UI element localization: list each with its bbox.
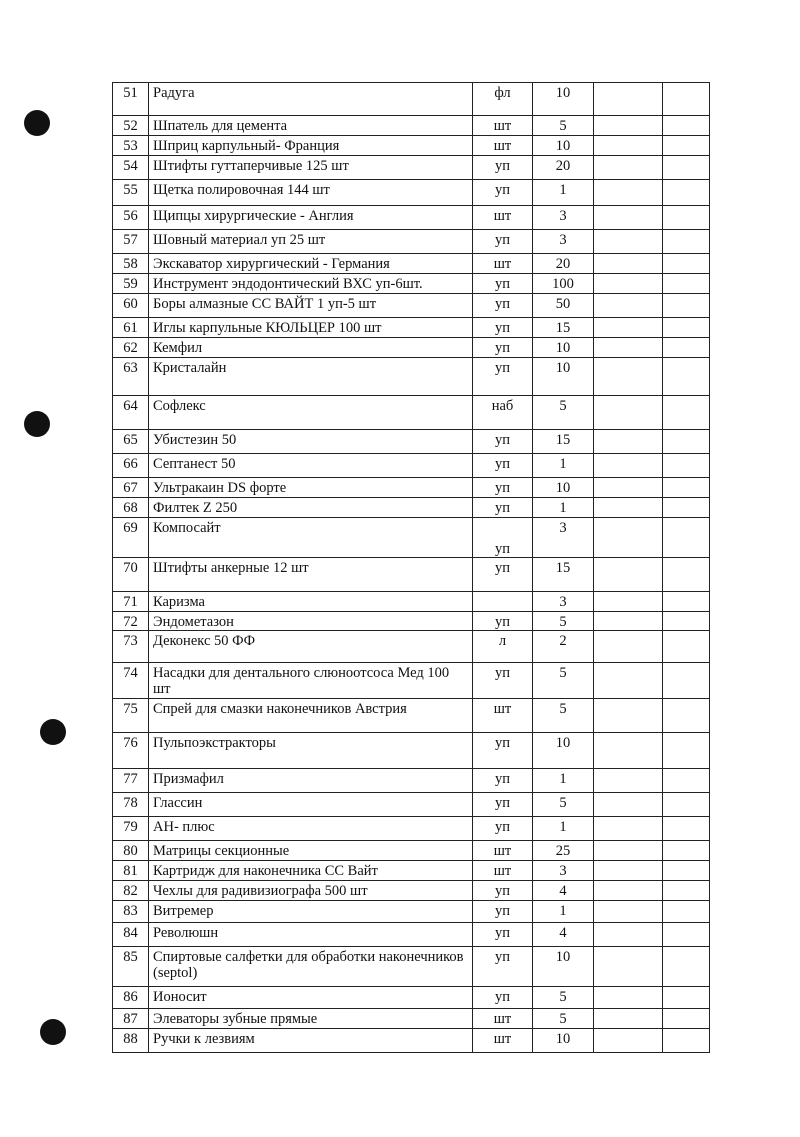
item-name: Ручки к лезвиям [149, 1029, 473, 1053]
unit-cell: уп [473, 478, 533, 498]
row-number: 69 [113, 518, 149, 558]
empty-cell [594, 274, 663, 294]
item-name: АН- плюс [149, 817, 473, 841]
quantity-cell: 2 [533, 631, 594, 663]
empty-cell [594, 923, 663, 947]
table-row [113, 518, 710, 558]
empty-cell [594, 631, 663, 663]
empty-cell [663, 1009, 710, 1029]
row-number: 83 [113, 901, 149, 923]
row-number: 73 [113, 631, 149, 663]
item-name: Каризма [149, 592, 473, 612]
empty-cell [594, 396, 663, 430]
empty-cell [594, 793, 663, 817]
table-row [113, 733, 710, 769]
table-row [113, 1029, 710, 1053]
item-name: Эндометазон [149, 612, 473, 631]
item-name: Кемфил [149, 338, 473, 358]
item-name: Иглы карпульные КЮЛЬЦЕР 100 шт [149, 318, 473, 338]
item-name: Экскаватор хирургический - Германия [149, 254, 473, 274]
table-row [113, 498, 710, 518]
empty-cell [594, 156, 663, 180]
supplies-table-body [113, 83, 710, 1053]
punch-hole-1 [24, 110, 50, 136]
supplies-table [112, 82, 710, 1053]
item-name: Шприц карпульный- Франция [149, 136, 473, 156]
item-name: Призмафил [149, 769, 473, 793]
unit-cell: уп [473, 230, 533, 254]
empty-cell [663, 631, 710, 663]
item-name: Щетка полировочная 144 шт [149, 180, 473, 206]
empty-cell [594, 116, 663, 136]
table-row [113, 841, 710, 861]
table-row [113, 230, 710, 254]
empty-cell [594, 478, 663, 498]
item-name: Пульпоэкстракторы [149, 733, 473, 769]
empty-cell [663, 518, 710, 558]
item-name: Ионосит [149, 987, 473, 1009]
table-row [113, 663, 710, 699]
table-row [113, 793, 710, 817]
empty-cell [663, 987, 710, 1009]
empty-cell [594, 592, 663, 612]
empty-cell [663, 699, 710, 733]
row-number: 64 [113, 396, 149, 430]
empty-cell [594, 612, 663, 631]
unit-cell: уп [473, 274, 533, 294]
empty-cell [663, 358, 710, 396]
empty-cell [663, 733, 710, 769]
unit-cell: уп [473, 733, 533, 769]
quantity-cell: 3 [533, 861, 594, 881]
unit-cell: шт [473, 254, 533, 274]
empty-cell [594, 498, 663, 518]
empty-cell [594, 817, 663, 841]
empty-cell [594, 180, 663, 206]
row-number: 62 [113, 338, 149, 358]
empty-cell [594, 136, 663, 156]
row-number: 58 [113, 254, 149, 274]
unit-cell: уп [473, 430, 533, 454]
unit-cell: наб [473, 396, 533, 430]
item-name: Шпатель для цемента [149, 116, 473, 136]
unit-cell: шт [473, 841, 533, 861]
unit-cell: уп [473, 769, 533, 793]
empty-cell [663, 338, 710, 358]
table-row [113, 861, 710, 881]
empty-cell [663, 592, 710, 612]
row-number: 70 [113, 558, 149, 592]
item-name: Ультракаин DS форте [149, 478, 473, 498]
quantity-cell: 20 [533, 254, 594, 274]
item-name: Картридж для наконечника СС Вайт [149, 861, 473, 881]
empty-cell [594, 947, 663, 987]
unit-cell: уп [473, 338, 533, 358]
row-number: 88 [113, 1029, 149, 1053]
empty-cell [663, 254, 710, 274]
row-number: 61 [113, 318, 149, 338]
row-number: 60 [113, 294, 149, 318]
table-row [113, 881, 710, 901]
table-row [113, 454, 710, 478]
item-name: Насадки для дентального слюноотсоса Мед 100 шт [149, 663, 473, 699]
item-name: Революшн [149, 923, 473, 947]
table-row [113, 430, 710, 454]
row-number: 67 [113, 478, 149, 498]
unit-cell: уп [473, 318, 533, 338]
quantity-cell: 10 [533, 733, 594, 769]
unit-cell: фл [473, 83, 533, 116]
table-row [113, 294, 710, 318]
empty-cell [594, 338, 663, 358]
table-row [113, 358, 710, 396]
row-number: 82 [113, 881, 149, 901]
empty-cell [594, 230, 663, 254]
quantity-cell: 10 [533, 1029, 594, 1053]
empty-cell [594, 699, 663, 733]
empty-cell [663, 612, 710, 631]
unit-cell [473, 592, 533, 612]
item-name: Шовный материал уп 25 шт [149, 230, 473, 254]
table-row [113, 136, 710, 156]
row-number: 52 [113, 116, 149, 136]
table-row [113, 699, 710, 733]
item-name: Компосайт [149, 518, 473, 558]
empty-cell [663, 861, 710, 881]
item-name: Боры алмазные СС ВАЙТ 1 уп-5 шт [149, 294, 473, 318]
empty-cell [594, 518, 663, 558]
table-row [113, 631, 710, 663]
quantity-cell: 3 [533, 592, 594, 612]
item-name: Деконекс 50 ФФ [149, 631, 473, 663]
item-name: Септанест 50 [149, 454, 473, 478]
unit-cell: шт [473, 136, 533, 156]
row-number: 80 [113, 841, 149, 861]
quantity-cell: 5 [533, 987, 594, 1009]
quantity-cell: 15 [533, 430, 594, 454]
item-name: Щипцы хирургические - Англия [149, 206, 473, 230]
table-row [113, 318, 710, 338]
row-number: 84 [113, 923, 149, 947]
row-number: 54 [113, 156, 149, 180]
quantity-cell: 10 [533, 136, 594, 156]
unit-cell: уп [473, 663, 533, 699]
table-row [113, 83, 710, 116]
unit-cell: уп [473, 180, 533, 206]
table-row [113, 116, 710, 136]
table-row [113, 206, 710, 230]
row-number: 74 [113, 663, 149, 699]
unit-cell: шт [473, 861, 533, 881]
empty-cell [663, 901, 710, 923]
item-name: Кристалайн [149, 358, 473, 396]
quantity-cell: 5 [533, 396, 594, 430]
row-number: 63 [113, 358, 149, 396]
table-row [113, 478, 710, 498]
row-number: 77 [113, 769, 149, 793]
row-number: 72 [113, 612, 149, 631]
unit-cell: уп [473, 358, 533, 396]
table-row [113, 1009, 710, 1029]
unit-cell: шт [473, 116, 533, 136]
table-row [113, 769, 710, 793]
empty-cell [663, 923, 710, 947]
table-row [113, 156, 710, 180]
table-row [113, 338, 710, 358]
row-number: 53 [113, 136, 149, 156]
quantity-cell: 4 [533, 881, 594, 901]
quantity-cell: 4 [533, 923, 594, 947]
unit-cell: уп [473, 987, 533, 1009]
table-row [113, 923, 710, 947]
item-name: Матрицы секционные [149, 841, 473, 861]
table-row [113, 947, 710, 987]
table-row [113, 592, 710, 612]
empty-cell [663, 206, 710, 230]
quantity-cell: 50 [533, 294, 594, 318]
unit-cell: уп [473, 498, 533, 518]
unit-cell: уп [473, 793, 533, 817]
quantity-cell: 3 [533, 518, 594, 558]
row-number: 56 [113, 206, 149, 230]
row-number: 71 [113, 592, 149, 612]
item-name: Радуга [149, 83, 473, 116]
empty-cell [663, 230, 710, 254]
unit-cell: уп [473, 612, 533, 631]
empty-cell [663, 430, 710, 454]
quantity-cell: 10 [533, 338, 594, 358]
empty-cell [594, 1029, 663, 1053]
quantity-cell: 25 [533, 841, 594, 861]
empty-cell [663, 156, 710, 180]
unit-cell: уп [473, 454, 533, 478]
unit-cell: шт [473, 699, 533, 733]
unit-cell: уп [473, 947, 533, 987]
empty-cell [594, 733, 663, 769]
table-row [113, 396, 710, 430]
row-number: 66 [113, 454, 149, 478]
quantity-cell: 100 [533, 274, 594, 294]
table-row [113, 274, 710, 294]
unit-cell: уп [473, 294, 533, 318]
empty-cell [594, 558, 663, 592]
unit-cell: уп [473, 901, 533, 923]
row-number: 76 [113, 733, 149, 769]
table-row [113, 180, 710, 206]
empty-cell [663, 274, 710, 294]
quantity-cell: 5 [533, 663, 594, 699]
row-number: 65 [113, 430, 149, 454]
unit-cell: л [473, 631, 533, 663]
item-name: Штифты гуттаперчивые 125 шт [149, 156, 473, 180]
unit-cell: шт [473, 1029, 533, 1053]
empty-cell [594, 254, 663, 274]
punch-hole-2 [24, 411, 50, 437]
empty-cell [594, 1009, 663, 1029]
table-row [113, 558, 710, 592]
empty-cell [594, 861, 663, 881]
row-number: 78 [113, 793, 149, 817]
quantity-cell: 1 [533, 901, 594, 923]
empty-cell [663, 454, 710, 478]
table-row [113, 612, 710, 631]
row-number: 51 [113, 83, 149, 116]
quantity-cell: 1 [533, 817, 594, 841]
quantity-cell: 5 [533, 1009, 594, 1029]
empty-cell [594, 294, 663, 318]
empty-cell [663, 769, 710, 793]
empty-cell [594, 358, 663, 396]
quantity-cell: 1 [533, 454, 594, 478]
item-name: Спиртовые салфетки для обработки наконечников (septol) [149, 947, 473, 987]
quantity-cell: 3 [533, 230, 594, 254]
quantity-cell: 20 [533, 156, 594, 180]
quantity-cell: 15 [533, 558, 594, 592]
item-name: Спрей для смазки наконечников Австрия [149, 699, 473, 733]
quantity-cell: 10 [533, 358, 594, 396]
empty-cell [663, 498, 710, 518]
empty-cell [663, 294, 710, 318]
empty-cell [663, 817, 710, 841]
item-name: Чехлы для радивизиографа 500 шт [149, 881, 473, 901]
item-name: Инструмент эндодонтический ВХС уп-6шт. [149, 274, 473, 294]
empty-cell [663, 396, 710, 430]
quantity-cell: 5 [533, 699, 594, 733]
unit-cell: уп [473, 156, 533, 180]
unit-cell: уп [473, 923, 533, 947]
quantity-cell: 15 [533, 318, 594, 338]
empty-cell [594, 881, 663, 901]
quantity-cell: 1 [533, 498, 594, 518]
empty-cell [663, 558, 710, 592]
empty-cell [594, 454, 663, 478]
punch-hole-4 [40, 1019, 66, 1045]
empty-cell [594, 206, 663, 230]
quantity-cell: 5 [533, 116, 594, 136]
item-name: Убистезин 50 [149, 430, 473, 454]
empty-cell [663, 318, 710, 338]
row-number: 87 [113, 1009, 149, 1029]
row-number: 75 [113, 699, 149, 733]
table-row [113, 817, 710, 841]
empty-cell [594, 769, 663, 793]
empty-cell [594, 430, 663, 454]
row-number: 86 [113, 987, 149, 1009]
empty-cell [594, 83, 663, 116]
table-row [113, 987, 710, 1009]
empty-cell [663, 881, 710, 901]
quantity-cell: 10 [533, 478, 594, 498]
empty-cell [594, 987, 663, 1009]
unit-cell: шт [473, 206, 533, 230]
row-number: 55 [113, 180, 149, 206]
quantity-cell: 5 [533, 612, 594, 631]
empty-cell [663, 841, 710, 861]
unit-cell: уп [473, 817, 533, 841]
empty-cell [663, 180, 710, 206]
empty-cell [663, 947, 710, 987]
unit-cell: уп [473, 518, 533, 558]
item-name: Филтек Z 250 [149, 498, 473, 518]
empty-cell [663, 478, 710, 498]
unit-cell: уп [473, 881, 533, 901]
row-number: 81 [113, 861, 149, 881]
empty-cell [663, 1029, 710, 1053]
unit-cell: шт [473, 1009, 533, 1029]
table-row [113, 254, 710, 274]
empty-cell [663, 136, 710, 156]
item-name: Штифты анкерные 12 шт [149, 558, 473, 592]
item-name: Элеваторы зубные прямые [149, 1009, 473, 1029]
empty-cell [663, 116, 710, 136]
row-number: 85 [113, 947, 149, 987]
row-number: 57 [113, 230, 149, 254]
empty-cell [594, 901, 663, 923]
table-row [113, 901, 710, 923]
punch-hole-3 [40, 719, 66, 745]
row-number: 68 [113, 498, 149, 518]
quantity-cell: 5 [533, 793, 594, 817]
quantity-cell: 10 [533, 83, 594, 116]
row-number: 79 [113, 817, 149, 841]
item-name: Глассин [149, 793, 473, 817]
quantity-cell: 10 [533, 947, 594, 987]
quantity-cell: 1 [533, 180, 594, 206]
row-number: 59 [113, 274, 149, 294]
item-name: Витремер [149, 901, 473, 923]
quantity-cell: 1 [533, 769, 594, 793]
quantity-cell: 3 [533, 206, 594, 230]
empty-cell [663, 83, 710, 116]
unit-cell: уп [473, 558, 533, 592]
empty-cell [594, 318, 663, 338]
empty-cell [594, 663, 663, 699]
empty-cell [663, 663, 710, 699]
item-name: Софлекс [149, 396, 473, 430]
empty-cell [663, 793, 710, 817]
empty-cell [594, 841, 663, 861]
